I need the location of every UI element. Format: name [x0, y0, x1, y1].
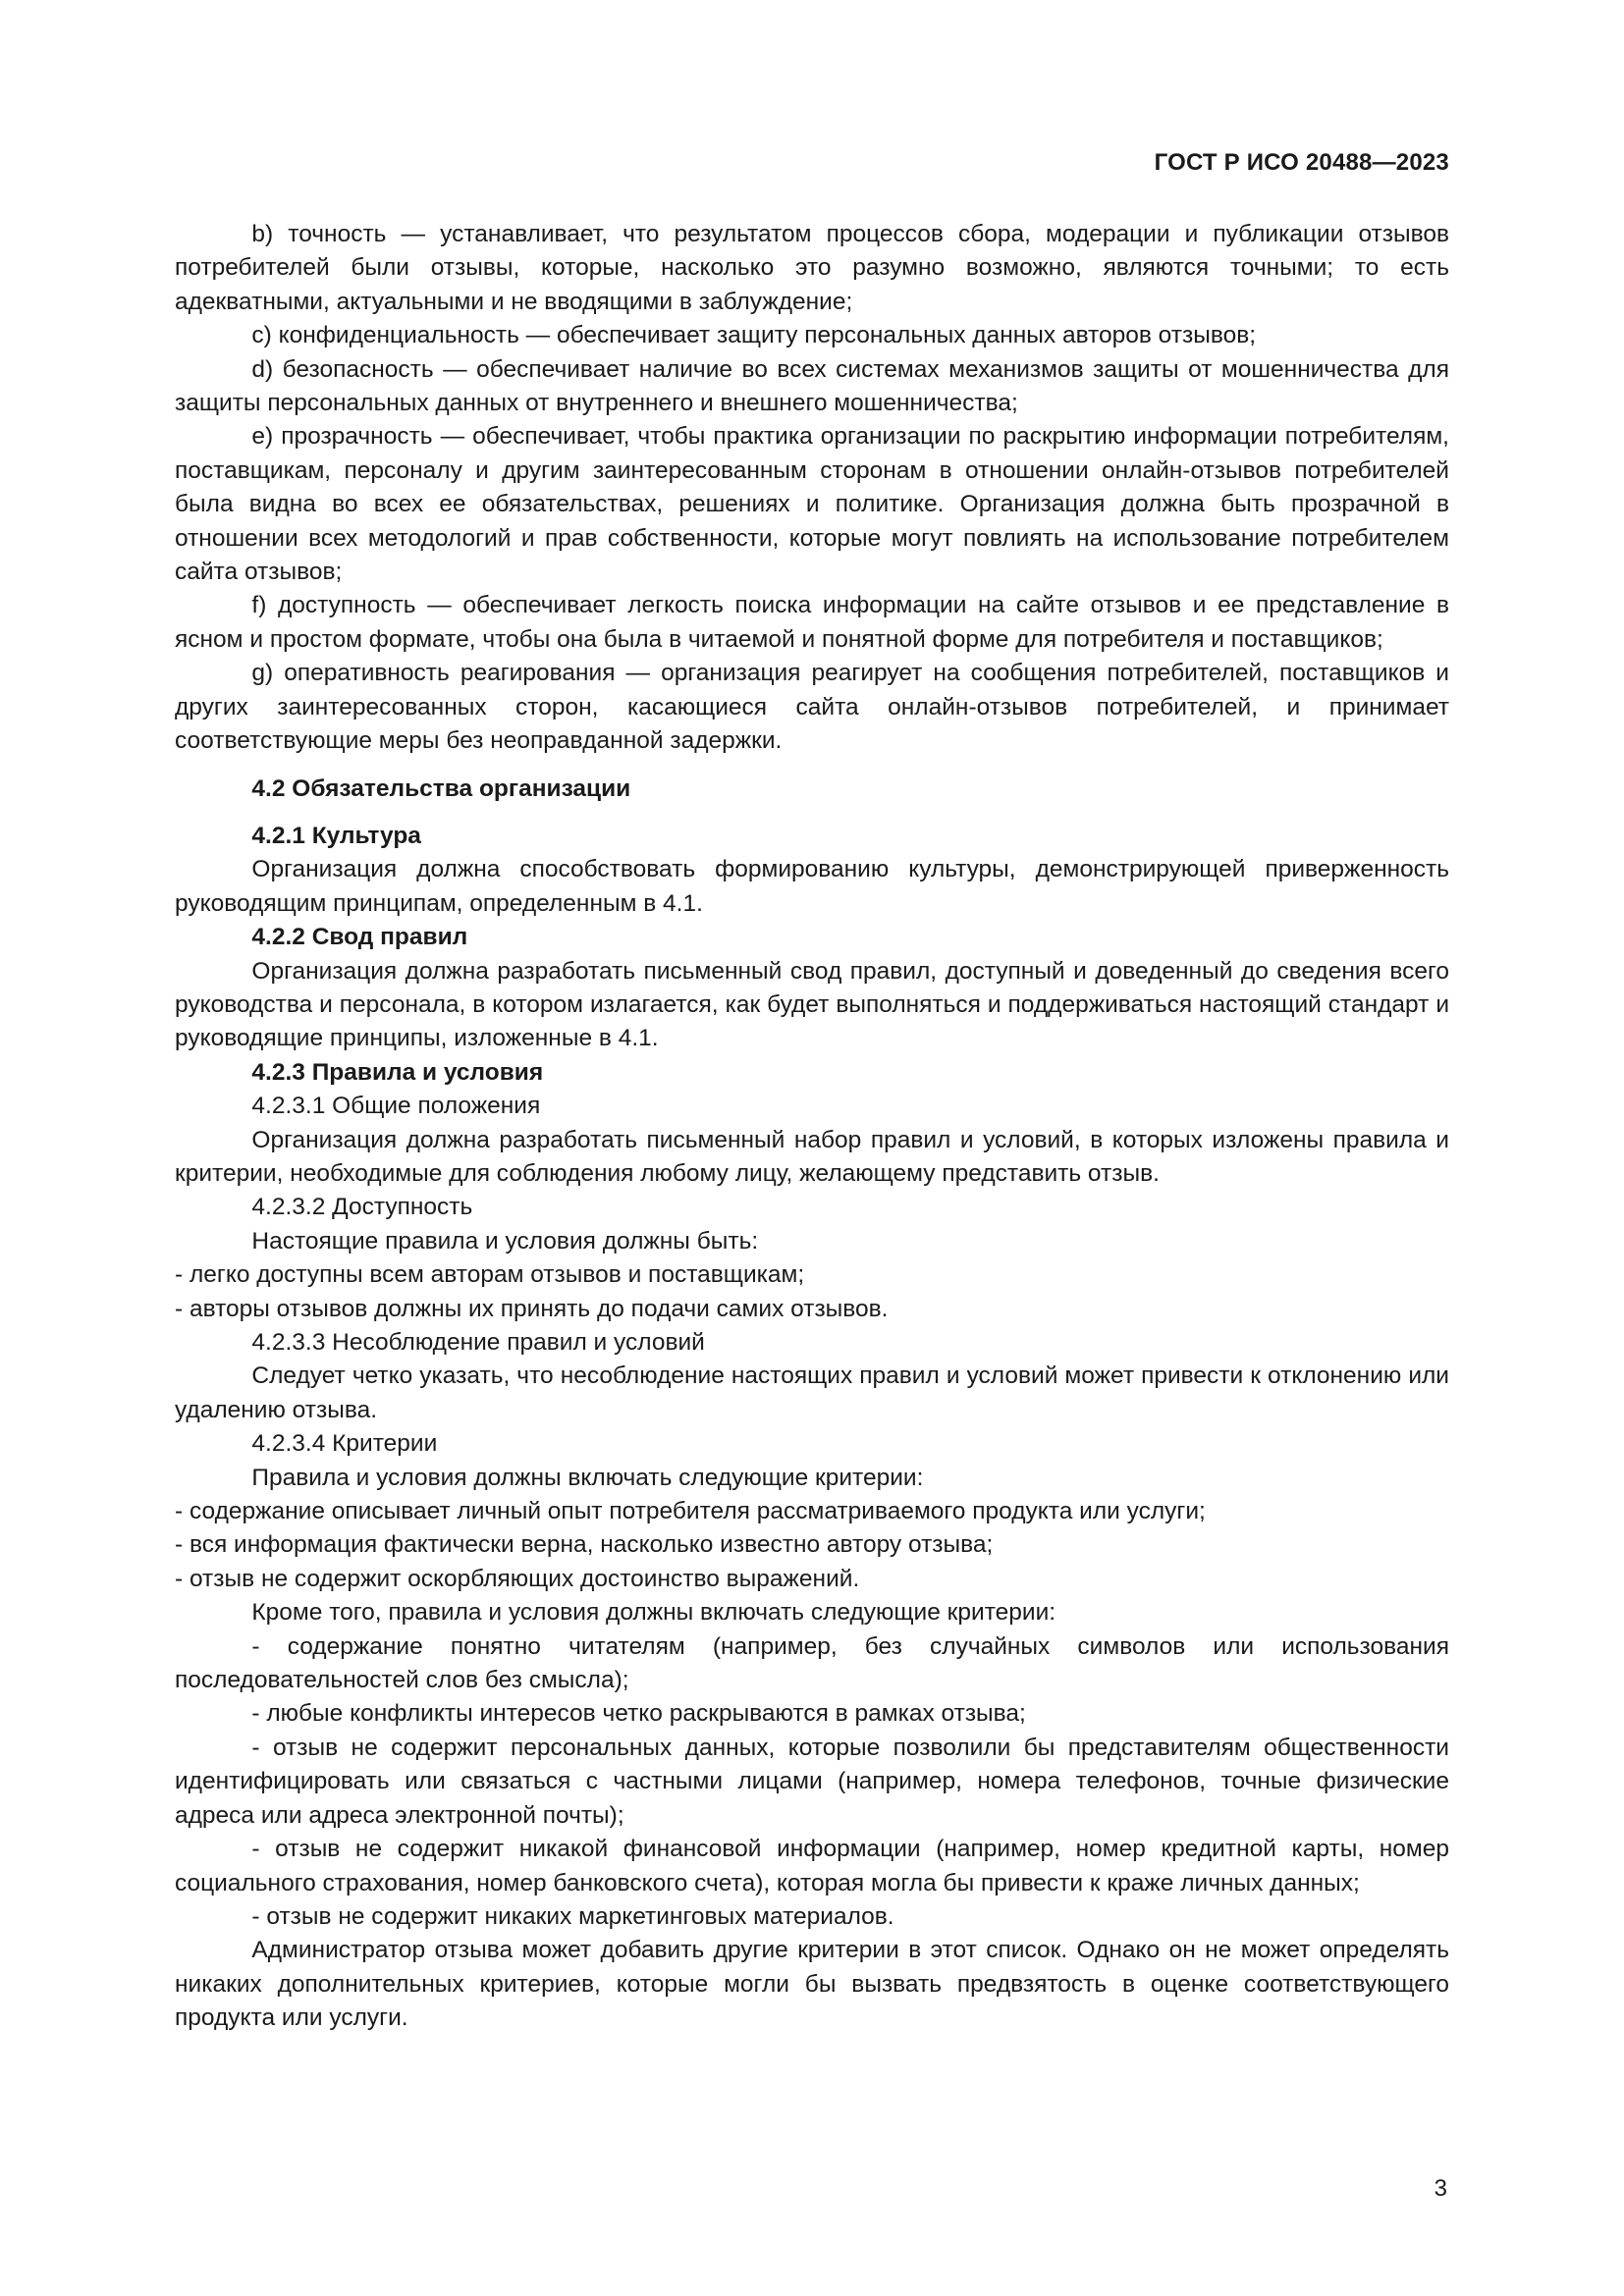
list-item: - отзыв не содержит персональных данных, которые позволили бы представителям общественности идентифицировать или связаться с частными лицами (например, номера телефонов, точные физические адреса или адреса электронной почты); — [175, 1734, 1449, 1829]
section-text-4-2-2: Организация должна разработать письменный свод правил, доступный и доведенный до сведения всего руководства и персонала, в котором излагается, как будет выполняться и поддерживаться настоящий стандарт и руководящие принципы, изложенные в 4.1. — [175, 957, 1449, 1052]
subsection-heading-4-2-3-4: 4.2.3.4 Критерии — [251, 1430, 438, 1458]
list-item: - отзыв не содержит никаких маркетинговых материалов. — [251, 1902, 894, 1930]
subsection-text-4-2-3-4: Правила и условия должны включать следующие критерии: — [251, 1464, 924, 1491]
page-number: 3 — [1434, 2175, 1447, 2202]
principle-item-f: f) доступность — обеспечивает легкость поиска информации на сайте отзывов и ее представление в ясном и простом формате, чтобы она была в читаемой и понятной форме для потребителя и поставщиков; — [175, 592, 1449, 653]
section-heading-4-2-3: 4.2.3 Правила и условия — [251, 1058, 544, 1086]
principle-item-b: b) точность — устанавливает, что результатом процессов сбора, модерации и публикации отзывов потребителей были отзывы, которые, насколько это разумно возможно, являются точными; то есть адекватными, актуальными и не вводящими в заблуждение; — [175, 221, 1449, 315]
subsection-text-4-2-3-1: Организация должна разработать письменный набор правил и условий, в которых изложены правила и критерии, необходимые для соблюдения любому лицу, желающему представить отзыв. — [175, 1126, 1449, 1187]
list-item: - авторы отзывов должны их принять до подачи самих отзывов. — [175, 1295, 889, 1322]
section-heading-4-2-2: 4.2.2 Свод правил — [251, 924, 468, 951]
principle-item-e: e) прозрачность — обеспечивает, чтобы практика организации по раскрытию информации потребителям, поставщикам, персоналу и другим заинтересованным сторонам в отношении онлайн-отзывов потребителей была видна во всех ее обязательствах, решениях и политике. Организация должна быть прозрачной в отношении всех методологий и прав собственности, которые могут повлиять на использование потребителем сайта отзывов; — [175, 423, 1449, 586]
list-item: - содержание описывает личный опыт потребителя рассматриваемого продукта или услуги; — [175, 1498, 1206, 1525]
list-item: - легко доступны всем авторам отзывов и поставщикам; — [175, 1261, 805, 1289]
principle-item-g: g) оперативность реагирования — организация реагирует на сообщения потребителей, поставщиков и других заинтересованных сторон, касающиеся сайта онлайн-отзывов потребителей, и принимает соответствующие меры без неоправданной задержки. — [175, 660, 1449, 755]
document-id-header: ГОСТ Р ИСО 20488—2023 — [1154, 149, 1449, 176]
section-heading-4-2-1: 4.2.1 Культура — [251, 822, 421, 849]
list-item: - вся информация фактически верна, насколько известно автору отзыва; — [175, 1531, 994, 1559]
subsection-text-4-2-3-2: Настоящие правила и условия должны быть: — [251, 1227, 759, 1255]
section-text-4-2-1: Организация должна способствовать формированию культуры, демонстрирующей приверженность руководящим принципам, определенным в 4.1. — [175, 856, 1449, 917]
list-item: - любые конфликты интересов четко раскрываются в рамках отзыва; — [251, 1700, 1026, 1728]
list-item: - отзыв не содержит никакой финансовой информации (например, номер кредитной карты, номер социального страхования, номер банковского счета), которая могла бы привести к краже личных данных; — [175, 1836, 1449, 1896]
administrator-note-text: Администратор отзыва может добавить другие критерии в этот список. Однако он не может определять никаких дополнительных критериев, которые могли бы вызвать предвзятость в оценке соответствующего продукта или услуги. — [175, 1937, 1449, 2032]
subsection-heading-4-2-3-2: 4.2.3.2 Доступность — [251, 1194, 473, 1221]
section-heading-4-2: 4.2 Обязательства организации — [251, 774, 631, 802]
principle-item-d: d) безопасность — обеспечивает наличие во всех системах механизмов защиты от мошенничества для защиты персональных данных от внутреннего и внешнего мошенничества; — [175, 355, 1449, 417]
list-item: - отзыв не содержит оскорбляющих достоинство выражений. — [175, 1565, 860, 1592]
page-content — [175, 218, 1449, 2036]
list-item: - содержание понятно читателям (например, без случайных символов или использования последовательностей слов без смысла); — [175, 1632, 1449, 1694]
subsection-heading-4-2-3-3: 4.2.3.3 Несоблюдение правил и условий — [251, 1329, 705, 1356]
criteria-intro-text: Кроме того, правила и условия должны включать следующие критерии: — [251, 1599, 1056, 1627]
subsection-text-4-2-3-3: Следует четко указать, что несоблюдение настоящих правил и условий может привести к отклонению или удалению отзыва. — [175, 1362, 1449, 1423]
principle-item-c: c) конфиденциальность — обеспечивает защиту персональных данных авторов отзывов; — [251, 322, 1257, 349]
subsection-heading-4-2-3-1: 4.2.3.1 Общие положения — [251, 1093, 541, 1120]
